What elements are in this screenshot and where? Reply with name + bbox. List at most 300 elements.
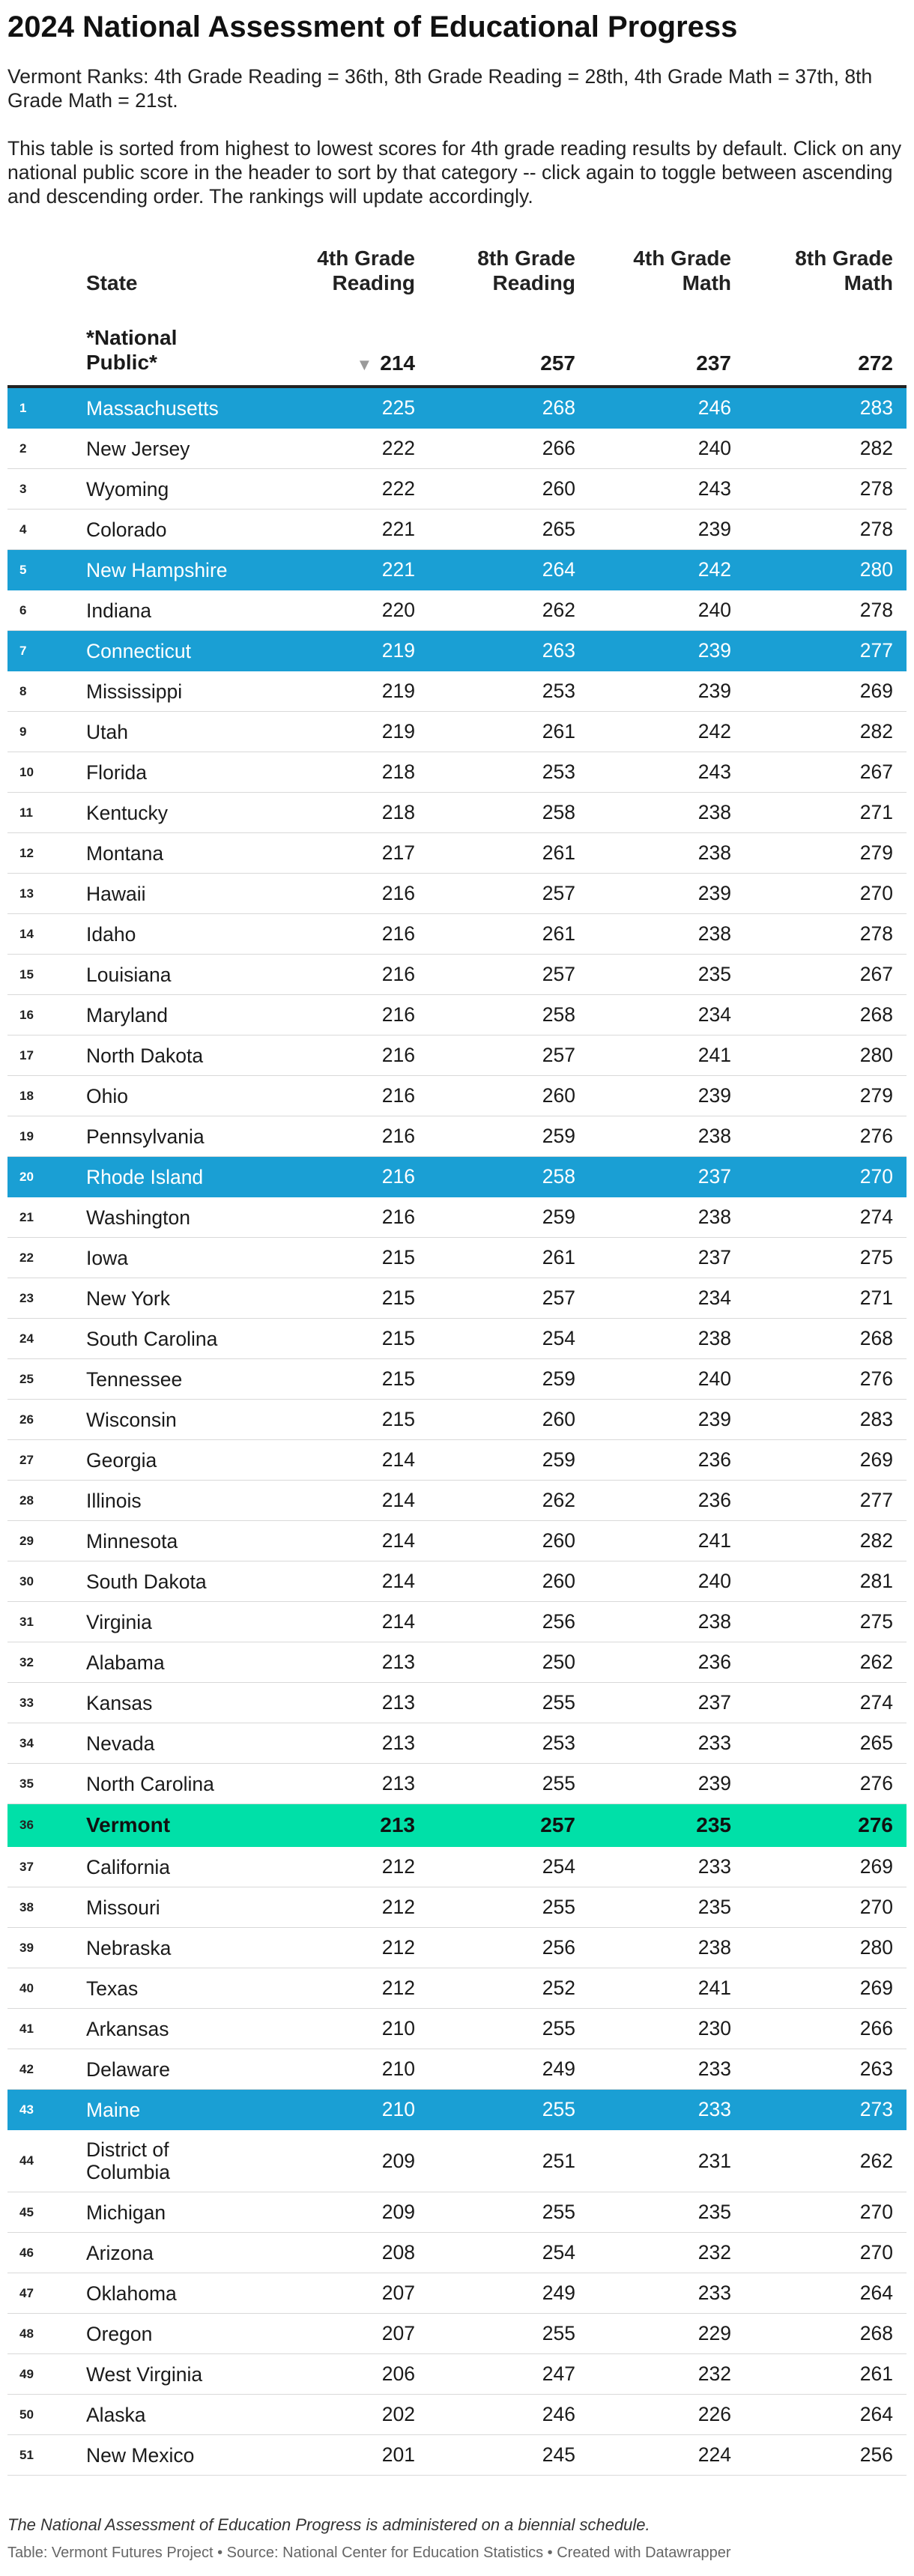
row-score-4th-math: 238 — [697, 1206, 731, 1228]
row-score-8th-math: 281 — [859, 1570, 893, 1592]
row-score-4th-math: 232 — [697, 2362, 731, 2385]
row-score-4th-math: 233 — [697, 1732, 731, 1754]
table-row — [7, 752, 907, 793]
row-score-8th-reading: 258 — [542, 1165, 575, 1188]
row-score-4th-math: 243 — [697, 477, 731, 500]
row-score-4th-math: 238 — [697, 1327, 731, 1349]
row-score-8th-math: 262 — [859, 1651, 893, 1673]
row-score-4th-math: 231 — [697, 2149, 731, 2172]
table-row — [7, 1076, 907, 1116]
header-8th-grade-reading[interactable] — [426, 246, 575, 295]
table-row — [7, 1238, 907, 1278]
row-score-8th-math: 275 — [859, 1610, 893, 1633]
row-score-8th-reading: 264 — [542, 558, 575, 581]
national-score-8th-reading[interactable]: 257 — [540, 351, 575, 375]
row-score-4th-math: 238 — [697, 801, 731, 823]
header-8th-grade-math-line1: 8th Grade — [795, 247, 893, 270]
row-score-8th-math: 264 — [859, 2403, 893, 2425]
table-row — [7, 833, 907, 874]
row-state: Delaware — [86, 2058, 170, 2081]
row-score-4th-reading: 215 — [381, 1246, 415, 1269]
row-score-8th-reading: 255 — [542, 2017, 575, 2040]
row-rank: 12 — [19, 845, 34, 860]
row-score-4th-math: 236 — [697, 1448, 731, 1471]
row-score-4th-math: 235 — [696, 1813, 731, 1836]
header-4th-grade-math-line1: 4th Grade — [633, 247, 731, 270]
header-8th-grade-math[interactable] — [743, 246, 893, 295]
row-score-8th-math: 282 — [859, 720, 893, 743]
row-score-8th-math: 278 — [859, 477, 893, 500]
table-row — [7, 1319, 907, 1359]
row-score-4th-reading: 216 — [381, 1206, 415, 1228]
row-rank: 18 — [19, 1088, 34, 1103]
row-score-8th-math: 282 — [859, 437, 893, 459]
table-row — [7, 1359, 907, 1400]
table-row — [7, 1642, 907, 1683]
table-body — [7, 388, 907, 2476]
row-score-8th-reading: 261 — [542, 1246, 575, 1269]
row-score-8th-reading: 265 — [542, 518, 575, 540]
row-rank: 23 — [19, 1290, 34, 1305]
row-score-8th-math: 276 — [859, 1367, 893, 1390]
row-score-8th-reading: 253 — [542, 761, 575, 783]
row-score-8th-math: 269 — [859, 1448, 893, 1471]
row-score-4th-math: 239 — [697, 639, 731, 662]
row-score-4th-math: 238 — [697, 922, 731, 945]
row-rank: 43 — [19, 2102, 34, 2117]
row-rank: 1 — [19, 400, 27, 415]
table-row — [7, 2049, 907, 2090]
row-score-8th-math: 276 — [858, 1813, 893, 1836]
row-rank: 39 — [19, 1940, 34, 1955]
row-score-4th-reading: 206 — [381, 2362, 415, 2385]
row-score-4th-reading: 219 — [381, 720, 415, 743]
row-score-8th-reading: 254 — [542, 2241, 575, 2264]
row-score-8th-reading: 260 — [542, 477, 575, 500]
row-score-4th-reading: 216 — [381, 922, 415, 945]
table-row — [7, 2009, 907, 2049]
row-rank: 26 — [19, 1412, 34, 1427]
row-score-8th-reading: 255 — [542, 2201, 575, 2223]
row-score-4th-reading: 222 — [381, 437, 415, 459]
row-score-8th-math: 280 — [859, 558, 893, 581]
table-row — [7, 1440, 907, 1481]
row-score-4th-reading: 214 — [381, 1570, 415, 1592]
header-8th-grade-math-line2: Math — [844, 271, 893, 294]
row-score-4th-reading: 214 — [381, 1448, 415, 1471]
table-row — [7, 1197, 907, 1238]
row-score-8th-math: 269 — [859, 1977, 893, 1999]
table-row — [7, 2233, 907, 2273]
table-row — [7, 1764, 907, 1804]
row-score-8th-reading: 259 — [542, 1125, 575, 1147]
table-footer: Table: Vermont Futures Project • Source: National Center for Education Statistics • Created with Datawrapper — [7, 2545, 731, 2561]
row-score-4th-reading: 213 — [381, 1651, 415, 1673]
row-score-8th-reading: 258 — [542, 801, 575, 823]
row-score-4th-math: 235 — [697, 1896, 731, 1918]
row-score-8th-reading: 250 — [542, 1651, 575, 1673]
row-rank: 9 — [19, 724, 27, 739]
row-rank: 29 — [19, 1533, 34, 1548]
row-score-8th-reading: 255 — [542, 1772, 575, 1795]
row-rank: 4 — [19, 521, 27, 536]
row-rank: 13 — [19, 886, 34, 901]
row-score-8th-math: 276 — [859, 1125, 893, 1147]
row-rank: 14 — [19, 926, 34, 941]
row-score-4th-reading: 225 — [381, 396, 415, 419]
row-score-8th-reading: 263 — [542, 639, 575, 662]
row-score-4th-reading: 213 — [381, 1732, 415, 1754]
row-score-4th-reading: 201 — [381, 2443, 415, 2466]
page-title: 2024 National Assessment of Educational Progress — [7, 10, 738, 43]
table-row — [7, 2130, 907, 2192]
row-score-4th-reading: 213 — [381, 1691, 415, 1714]
row-score-4th-math: 238 — [697, 841, 731, 864]
row-rank: 34 — [19, 1735, 34, 1750]
row-state: Massachusetts — [86, 396, 219, 420]
row-score-4th-math: 224 — [697, 2443, 731, 2466]
row-score-4th-math: 234 — [697, 1287, 731, 1309]
row-score-8th-reading: 255 — [542, 2098, 575, 2120]
header-8th-grade-reading-line2: Reading — [492, 271, 575, 294]
row-score-4th-reading: 215 — [381, 1367, 415, 1390]
row-score-8th-reading: 260 — [542, 1529, 575, 1552]
row-score-4th-reading: 209 — [381, 2149, 415, 2172]
row-score-4th-reading: 210 — [381, 2017, 415, 2040]
row-score-8th-reading: 257 — [542, 1044, 575, 1066]
row-state: Montana — [86, 841, 164, 865]
row-score-4th-reading: 218 — [381, 801, 415, 823]
row-state: Missouri — [86, 1896, 160, 1919]
table-notes: The National Assessment of Education Progress is administered on a biennial schedule. — [7, 2515, 650, 2534]
row-score-4th-math: 239 — [697, 680, 731, 702]
row-score-4th-math: 239 — [697, 518, 731, 540]
row-score-8th-reading: 254 — [542, 1327, 575, 1349]
row-score-4th-math: 246 — [697, 396, 731, 419]
row-score-8th-reading: 262 — [542, 1489, 575, 1511]
national-score-4th-math[interactable]: 237 — [696, 351, 731, 375]
row-score-4th-reading: 216 — [381, 1165, 415, 1188]
row-state: South Dakota — [86, 1570, 207, 1593]
row-rank: 6 — [19, 602, 27, 617]
row-rank: 15 — [19, 967, 34, 982]
table-header — [7, 246, 907, 292]
row-state: District of Columbia — [86, 2138, 170, 2183]
table-row — [7, 671, 907, 712]
row-rank: 45 — [19, 2204, 34, 2219]
table-row — [7, 550, 907, 590]
row-score-4th-reading: 218 — [381, 761, 415, 783]
row-state: Texas — [86, 1977, 139, 2000]
row-rank: 31 — [19, 1614, 34, 1629]
header-4th-grade-reading[interactable] — [265, 246, 415, 295]
row-rank: 28 — [19, 1493, 34, 1508]
table-row — [7, 469, 907, 510]
row-score-4th-math: 235 — [697, 963, 731, 985]
table-row — [7, 914, 907, 955]
row-score-4th-math: 242 — [697, 558, 731, 581]
row-score-4th-reading: 210 — [381, 2058, 415, 2080]
row-score-4th-math: 240 — [697, 437, 731, 459]
table-row — [7, 1035, 907, 1076]
row-rank: 16 — [19, 1007, 34, 1022]
intro-text: This table is sorted from highest to lowest scores for 4th grade reading results by default. Click on any national public score in the header to sort by that category -- click again to toggle between ascending and descending order. The rankings will update accordingly. — [7, 137, 902, 208]
table-row — [7, 1157, 907, 1197]
row-score-8th-reading: 262 — [542, 599, 575, 621]
row-state: Michigan — [86, 2201, 166, 2224]
row-score-8th-reading: 257 — [542, 882, 575, 904]
row-rank: 51 — [19, 2447, 34, 2462]
table-row — [7, 1804, 907, 1847]
row-state: Vermont — [86, 1813, 171, 1836]
row-score-4th-math: 237 — [697, 1165, 731, 1188]
row-state: Rhode Island — [86, 1165, 204, 1188]
row-score-8th-math: 263 — [859, 2058, 893, 2080]
row-state: Wyoming — [86, 477, 169, 501]
row-score-4th-reading: 219 — [381, 680, 415, 702]
table-row — [7, 429, 907, 469]
row-score-4th-math: 226 — [697, 2403, 731, 2425]
row-score-8th-math: 270 — [859, 2201, 893, 2223]
row-score-4th-math: 240 — [697, 1570, 731, 1592]
row-score-4th-math: 239 — [697, 1408, 731, 1430]
row-score-8th-math: 268 — [859, 2322, 893, 2344]
row-score-8th-math: 267 — [859, 963, 893, 985]
table-row — [7, 1723, 907, 1764]
row-state: Kansas — [86, 1691, 153, 1714]
row-state: Indiana — [86, 599, 151, 622]
row-state: New York — [86, 1287, 170, 1310]
row-score-8th-math: 268 — [859, 1327, 893, 1349]
row-rank: 40 — [19, 1980, 34, 1995]
row-rank: 22 — [19, 1250, 34, 1265]
table-row — [7, 2395, 907, 2435]
row-score-8th-reading: 261 — [542, 841, 575, 864]
row-score-4th-math: 239 — [697, 882, 731, 904]
row-score-8th-reading: 259 — [542, 1367, 575, 1390]
row-score-8th-math: 279 — [859, 1084, 893, 1107]
row-rank: 25 — [19, 1371, 34, 1386]
row-score-4th-reading: 216 — [381, 1084, 415, 1107]
row-state: Mississippi — [86, 680, 183, 703]
row-score-8th-math: 277 — [859, 639, 893, 662]
row-score-8th-math: 271 — [859, 1287, 893, 1309]
row-score-8th-math: 267 — [859, 761, 893, 783]
row-score-8th-math: 279 — [859, 841, 893, 864]
table-row — [7, 1683, 907, 1723]
row-state: Kentucky — [86, 801, 169, 824]
row-score-8th-reading: 246 — [542, 2403, 575, 2425]
row-score-4th-reading: 214 — [381, 1489, 415, 1511]
row-rank: 37 — [19, 1859, 34, 1874]
row-state: Maine — [86, 2098, 141, 2121]
row-score-8th-math: 274 — [859, 1206, 893, 1228]
row-state: Alabama — [86, 1651, 165, 1674]
row-rank: 2 — [19, 441, 27, 456]
row-score-8th-math: 283 — [859, 396, 893, 419]
row-score-4th-math: 241 — [697, 1977, 731, 1999]
table-row — [7, 590, 907, 631]
row-score-4th-math: 233 — [697, 2098, 731, 2120]
row-score-8th-math: 274 — [859, 1691, 893, 1714]
row-score-8th-math: 276 — [859, 1772, 893, 1795]
row-score-4th-reading: 212 — [381, 1936, 415, 1959]
row-state: Washington — [86, 1206, 190, 1229]
row-rank: 47 — [19, 2285, 34, 2300]
row-state: California — [86, 1855, 170, 1878]
national-score-8th-math[interactable]: 272 — [858, 351, 893, 375]
row-rank: 44 — [19, 2153, 34, 2168]
row-score-4th-reading: 212 — [381, 1896, 415, 1918]
row-state: Idaho — [86, 922, 136, 946]
row-state: Minnesota — [86, 1529, 178, 1552]
row-score-8th-math: 280 — [859, 1936, 893, 1959]
table-row — [7, 712, 907, 752]
row-score-4th-reading: 214 — [381, 1610, 415, 1633]
table-row — [7, 2435, 907, 2476]
row-score-8th-math: 283 — [859, 1408, 893, 1430]
row-state: Tennessee — [86, 1367, 183, 1391]
row-score-8th-reading: 261 — [542, 922, 575, 945]
header-state[interactable]: State — [86, 271, 138, 294]
table-row — [7, 1481, 907, 1521]
row-score-4th-math: 238 — [697, 1125, 731, 1147]
row-score-4th-reading: 221 — [381, 558, 415, 581]
row-score-8th-reading: 256 — [542, 1610, 575, 1633]
national-score-4th-reading[interactable] — [265, 351, 415, 377]
row-score-4th-reading: 214 — [381, 1529, 415, 1552]
row-score-4th-reading: 215 — [381, 1287, 415, 1309]
table-row — [7, 874, 907, 914]
row-score-8th-math: 265 — [859, 1732, 893, 1754]
row-score-4th-math: 233 — [697, 2058, 731, 2080]
row-score-4th-math: 233 — [697, 2282, 731, 2304]
header-4th-grade-math[interactable] — [581, 246, 731, 295]
table-row — [7, 1602, 907, 1642]
national-public-label: *National Public* — [86, 326, 178, 374]
row-score-8th-math: 278 — [859, 599, 893, 621]
row-state: Wisconsin — [86, 1408, 177, 1431]
row-score-4th-reading: 212 — [381, 1855, 415, 1878]
row-rank: 38 — [19, 1899, 34, 1914]
row-score-8th-reading: 260 — [542, 1408, 575, 1430]
row-score-4th-math: 243 — [697, 761, 731, 783]
table-row — [7, 2273, 907, 2314]
row-score-4th-math: 230 — [697, 2017, 731, 2040]
row-score-4th-reading: 216 — [381, 1125, 415, 1147]
row-state: Arkansas — [86, 2017, 169, 2040]
header-4th-grade-reading-line2: Reading — [332, 271, 415, 294]
row-score-8th-math: 273 — [859, 2098, 893, 2120]
row-score-4th-math: 239 — [697, 1084, 731, 1107]
row-state: Ohio — [86, 1084, 128, 1107]
row-score-8th-math: 282 — [859, 1529, 893, 1552]
row-rank: 20 — [19, 1169, 34, 1184]
header-4th-grade-reading-line1: 4th Grade — [317, 247, 415, 270]
table-row — [7, 955, 907, 995]
row-state: Nebraska — [86, 1936, 172, 1959]
row-score-8th-math: 278 — [859, 922, 893, 945]
row-score-8th-reading: 247 — [542, 2362, 575, 2385]
row-score-8th-reading: 252 — [542, 1977, 575, 1999]
table-row — [7, 1968, 907, 2009]
row-score-8th-reading: 256 — [542, 1936, 575, 1959]
national-score-4th-reading-value: 214 — [380, 351, 415, 375]
row-score-8th-math: 280 — [859, 1044, 893, 1066]
row-score-4th-reading: 216 — [381, 1044, 415, 1066]
row-rank: 5 — [19, 562, 27, 577]
row-score-4th-reading: 217 — [381, 841, 415, 864]
row-score-4th-reading: 216 — [381, 1003, 415, 1026]
row-score-8th-reading: 257 — [542, 1287, 575, 1309]
row-score-4th-reading: 219 — [381, 639, 415, 662]
row-state: Illinois — [86, 1489, 142, 1512]
row-score-8th-reading: 249 — [542, 2282, 575, 2304]
row-state: North Dakota — [86, 1044, 204, 1067]
row-score-8th-reading: 261 — [542, 720, 575, 743]
row-score-4th-math: 238 — [697, 1936, 731, 1959]
header-4th-grade-math-line2: Math — [682, 271, 731, 294]
row-score-8th-reading: 245 — [542, 2443, 575, 2466]
row-rank: 10 — [19, 764, 34, 779]
row-rank: 3 — [19, 481, 27, 496]
row-score-8th-reading: 260 — [542, 1084, 575, 1107]
row-rank: 19 — [19, 1128, 34, 1143]
table-row — [7, 1887, 907, 1928]
row-state: West Virginia — [86, 2362, 203, 2386]
table-row — [7, 2090, 907, 2130]
row-score-4th-reading: 215 — [381, 1327, 415, 1349]
row-score-8th-reading: 255 — [542, 1691, 575, 1714]
row-rank: 17 — [19, 1047, 34, 1062]
row-score-8th-reading: 254 — [542, 1855, 575, 1878]
row-score-4th-reading: 207 — [381, 2282, 415, 2304]
row-score-4th-math: 234 — [697, 1003, 731, 1026]
row-score-8th-reading: 253 — [542, 1732, 575, 1754]
row-state: Connecticut — [86, 639, 191, 662]
row-state: Utah — [86, 720, 128, 743]
national-public-row — [7, 325, 907, 388]
row-score-4th-reading: 202 — [381, 2403, 415, 2425]
sort-descending-icon[interactable]: ▼ — [356, 355, 373, 374]
row-state: Alaska — [86, 2403, 146, 2426]
row-state: New Mexico — [86, 2443, 195, 2467]
row-score-8th-math: 270 — [859, 1165, 893, 1188]
row-rank: 36 — [19, 1818, 34, 1832]
row-score-4th-reading: 209 — [381, 2201, 415, 2223]
row-rank: 50 — [19, 2407, 34, 2422]
row-score-8th-reading: 258 — [542, 1003, 575, 1026]
row-score-4th-math: 235 — [697, 2201, 731, 2223]
row-score-4th-reading: 213 — [381, 1772, 415, 1795]
row-state: Pennsylvania — [86, 1125, 205, 1148]
row-score-8th-math: 271 — [859, 801, 893, 823]
row-score-8th-math: 277 — [859, 1489, 893, 1511]
row-rank: 49 — [19, 2366, 34, 2381]
row-rank: 11 — [19, 805, 33, 820]
row-rank: 21 — [19, 1209, 34, 1224]
row-score-8th-math: 264 — [859, 2282, 893, 2304]
table-row — [7, 1116, 907, 1157]
row-rank: 30 — [19, 1573, 34, 1588]
row-score-8th-math: 269 — [859, 680, 893, 702]
row-score-4th-math: 241 — [697, 1044, 731, 1066]
table-row — [7, 1521, 907, 1561]
row-score-8th-math: 261 — [859, 2362, 893, 2385]
row-score-4th-math: 240 — [697, 1367, 731, 1390]
table-row — [7, 793, 907, 833]
row-rank: 24 — [19, 1331, 34, 1346]
